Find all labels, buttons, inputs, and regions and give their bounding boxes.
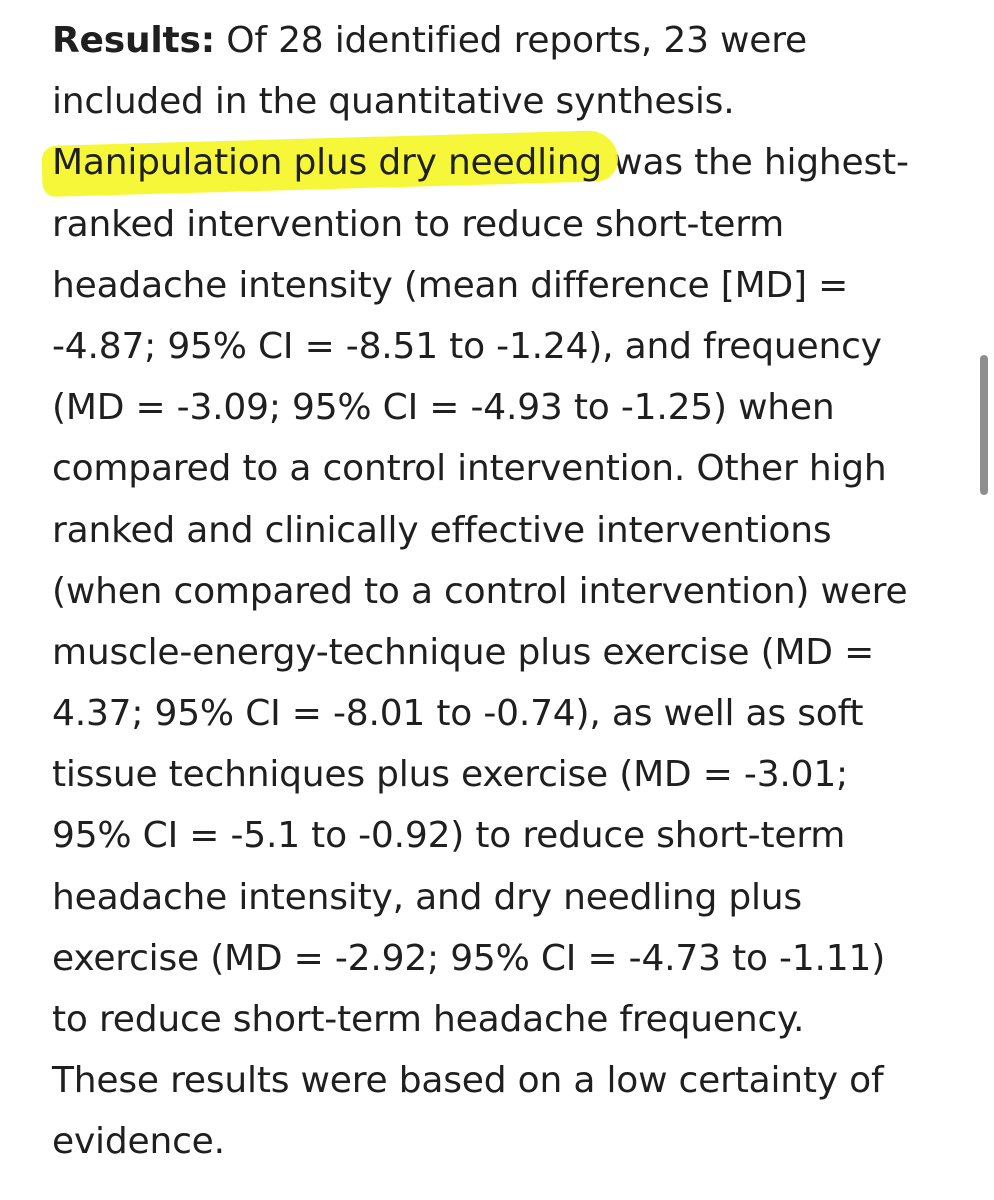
results-label: Results: bbox=[52, 20, 215, 61]
vertical-scrollbar-thumb[interactable] bbox=[980, 355, 988, 495]
text-line-19: evidence. bbox=[52, 1121, 225, 1163]
text-line-11: muscle-energy-technique plus exercise (MD = bbox=[52, 631, 875, 673]
text-line-13: tissue techniques plus exercise (MD = -3.01; bbox=[52, 754, 848, 796]
text-line-17: to reduce short-term headache frequency. bbox=[52, 999, 805, 1040]
text-line-3-rest: was the highest- bbox=[601, 142, 909, 184]
text-line-5: headache intensity (mean difference [MD] = bbox=[52, 264, 849, 306]
text-line-8: compared to a control intervention. Other high bbox=[52, 448, 887, 490]
text-line-10: (when compared to a control intervention) were bbox=[52, 570, 908, 612]
text-line-16: exercise (MD = -2.92; 95% CI = -4.73 to -1.11) bbox=[52, 937, 886, 979]
text-line-14: 95% CI = -5.1 to -0.92) to reduce short-term bbox=[52, 815, 846, 857]
text-line-15: headache intensity, and dry needling plus bbox=[52, 876, 802, 918]
abstract-results-paragraph bbox=[52, 10, 952, 1173]
text-line-1 bbox=[52, 10, 952, 71]
text-line-1-rest: Of 28 identified reports, 23 were bbox=[214, 20, 807, 61]
text-line-12: 4.37; 95% CI = -8.01 to -0.74), as well as soft bbox=[52, 693, 864, 735]
text-line-7: (MD = -3.09; 95% CI = -4.93 to -1.25) when bbox=[52, 387, 835, 429]
text-line-6: -4.87; 95% CI = -8.51 to -1.24), and frequency bbox=[52, 325, 882, 367]
text-line-3 bbox=[52, 132, 952, 193]
highlight-mark: Manipulation plus dry needling bbox=[52, 132, 602, 193]
text-line-9: ranked and clinically effective interventions bbox=[52, 509, 832, 551]
text-line-2: included in the quantitative synthesis. bbox=[52, 81, 735, 123]
highlighted-phrase bbox=[52, 132, 602, 193]
text-line-18: These results were based on a low certainty of bbox=[52, 1060, 884, 1102]
text-line-4: ranked intervention to reduce short-term bbox=[52, 203, 785, 245]
